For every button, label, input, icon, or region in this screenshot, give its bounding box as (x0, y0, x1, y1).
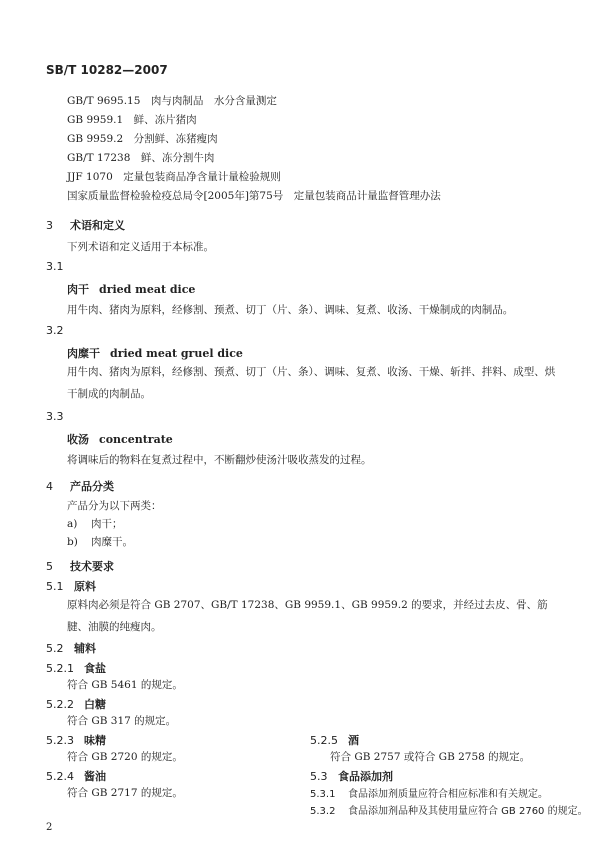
clause-text: 符合 GB 5461 的规定。 (67, 679, 183, 691)
section-heading (46, 217, 125, 233)
reference-item: GB/T 9695.15 肉与肉制品 水分含量测定 (67, 95, 277, 107)
reference-item: GB 9959.1 鲜、冻片猪肉 (67, 114, 197, 126)
list-text: 肉糜干。 (91, 536, 133, 548)
clause-heading (310, 732, 359, 748)
section-number: 4 (46, 480, 53, 493)
clause-text (67, 749, 183, 764)
reference-item: 国家质量监督检验检疫总局令[2005年]第75号 定量包装商品计量监督管理办法 (67, 190, 441, 202)
subsection-heading (46, 640, 96, 656)
list-item (67, 534, 133, 549)
clause-text (330, 749, 530, 764)
paragraph-text: 原料肉必须是符合 GB 2707、GB/T 17238、GB 9959.1、GB 9959.2 的要求，并经过去皮、骨、筋腱、油膜的纯瘦肉。 (67, 599, 548, 633)
clause-title: 味精 (84, 734, 106, 747)
clause-number: 5.3.2 (310, 806, 336, 817)
term-title (67, 431, 173, 447)
section-number: 5 (46, 560, 53, 573)
clause-heading (46, 732, 106, 748)
list-label: a) (67, 518, 78, 530)
clause-text (67, 785, 183, 800)
term-definition-text: 用牛肉、猪肉为原料，经修割、预煮、切丁（片、条）、调味、复煮、收汤、干燥、斩拌、拌料、成型、烘干制成的肉制品。 (67, 366, 556, 400)
subsection-number: 5.1 (46, 580, 64, 593)
clause-text (310, 802, 588, 817)
subsection-number: 5.2 (46, 642, 64, 655)
clause-text: 符合 GB 2720 的规定。 (67, 751, 183, 763)
term-definition (67, 361, 557, 405)
clause-text (310, 785, 548, 800)
term-definition: 将调味后的物料在复煮过程中，不断翻炒使汤汁吸收蒸发的过程。 (67, 454, 372, 466)
clause-title: 食盐 (84, 662, 106, 675)
clause-title: 酒 (348, 734, 359, 747)
paragraph: 产品分为以下两类： (67, 500, 162, 512)
term-number: 3.1 (46, 260, 64, 273)
clause-text: 食品添加剂质量应符合相应标准和有关规定。 (348, 789, 548, 800)
clause-number: 5.2.1 (46, 662, 74, 675)
term-zh: 收汤 (67, 433, 89, 446)
term-en: dried meat dice (99, 283, 196, 296)
clause-text: 符合 GB 2717 的规定。 (67, 787, 183, 799)
reference-item: GB 9959.2 分割鲜、冻猪瘦肉 (67, 133, 218, 145)
list-item (67, 516, 123, 531)
term-number: 3.2 (46, 324, 64, 337)
section-heading (46, 558, 114, 574)
subsection-heading (46, 578, 96, 594)
list-label: b) (67, 536, 78, 548)
clause-title: 酱油 (84, 770, 106, 783)
subsection-title: 原料 (74, 580, 96, 593)
clause-number: 5.3.1 (310, 789, 336, 800)
clause-number: 5.2.2 (46, 698, 74, 711)
term-definition: 用牛肉、猪肉为原料，经修割、预煮、切丁（片、条）、调味、复煮、收汤、干燥制成的肉制品。 (67, 304, 514, 316)
subsection-title: 辅料 (74, 642, 96, 655)
paragraph: 下列术语和定义适用于本标准。 (67, 241, 214, 253)
clause-text: 符合 GB 2757 或符合 GB 2758 的规定。 (330, 751, 531, 763)
section-title: 产品分类 (70, 480, 114, 493)
clause-heading (46, 768, 106, 784)
term-title (67, 281, 195, 297)
term-en: concentrate (99, 433, 173, 446)
document-code: SB/T 10282—2007 (46, 63, 168, 77)
term-number: 3.3 (46, 410, 64, 423)
clause-text: 食品添加剂品种及其使用量应符合 GB 2760 的规定。 (348, 806, 588, 817)
subsection-number: 5.3 (310, 770, 328, 783)
section-title: 术语和定义 (70, 219, 125, 232)
section-heading (46, 478, 114, 494)
paragraph (67, 594, 557, 638)
reference-item: GB/T 17238 鲜、冻分割牛肉 (67, 152, 215, 164)
clause-title: 白糖 (84, 698, 106, 711)
subsection-heading (310, 768, 393, 784)
term-zh: 肉糜干 (67, 347, 100, 360)
clause-heading (46, 660, 106, 676)
clause-text: 符合 GB 317 的规定。 (67, 715, 177, 727)
clause-number: 5.2.3 (46, 734, 74, 747)
reference-item: JJF 1070 定量包装商品净含量计量检验规则 (67, 171, 281, 183)
section-number: 3 (46, 219, 53, 232)
subsection-title: 食品添加剂 (338, 770, 393, 783)
clause-heading (46, 696, 106, 712)
term-en: dried meat gruel dice (110, 347, 243, 360)
section-title: 技术要求 (70, 560, 114, 573)
page-number: 2 (46, 822, 53, 833)
term-zh: 肉干 (67, 283, 89, 296)
list-text: 肉干； (91, 518, 123, 530)
clause-number: 5.2.5 (310, 734, 338, 747)
clause-number: 5.2.4 (46, 770, 74, 783)
term-title (67, 345, 243, 361)
